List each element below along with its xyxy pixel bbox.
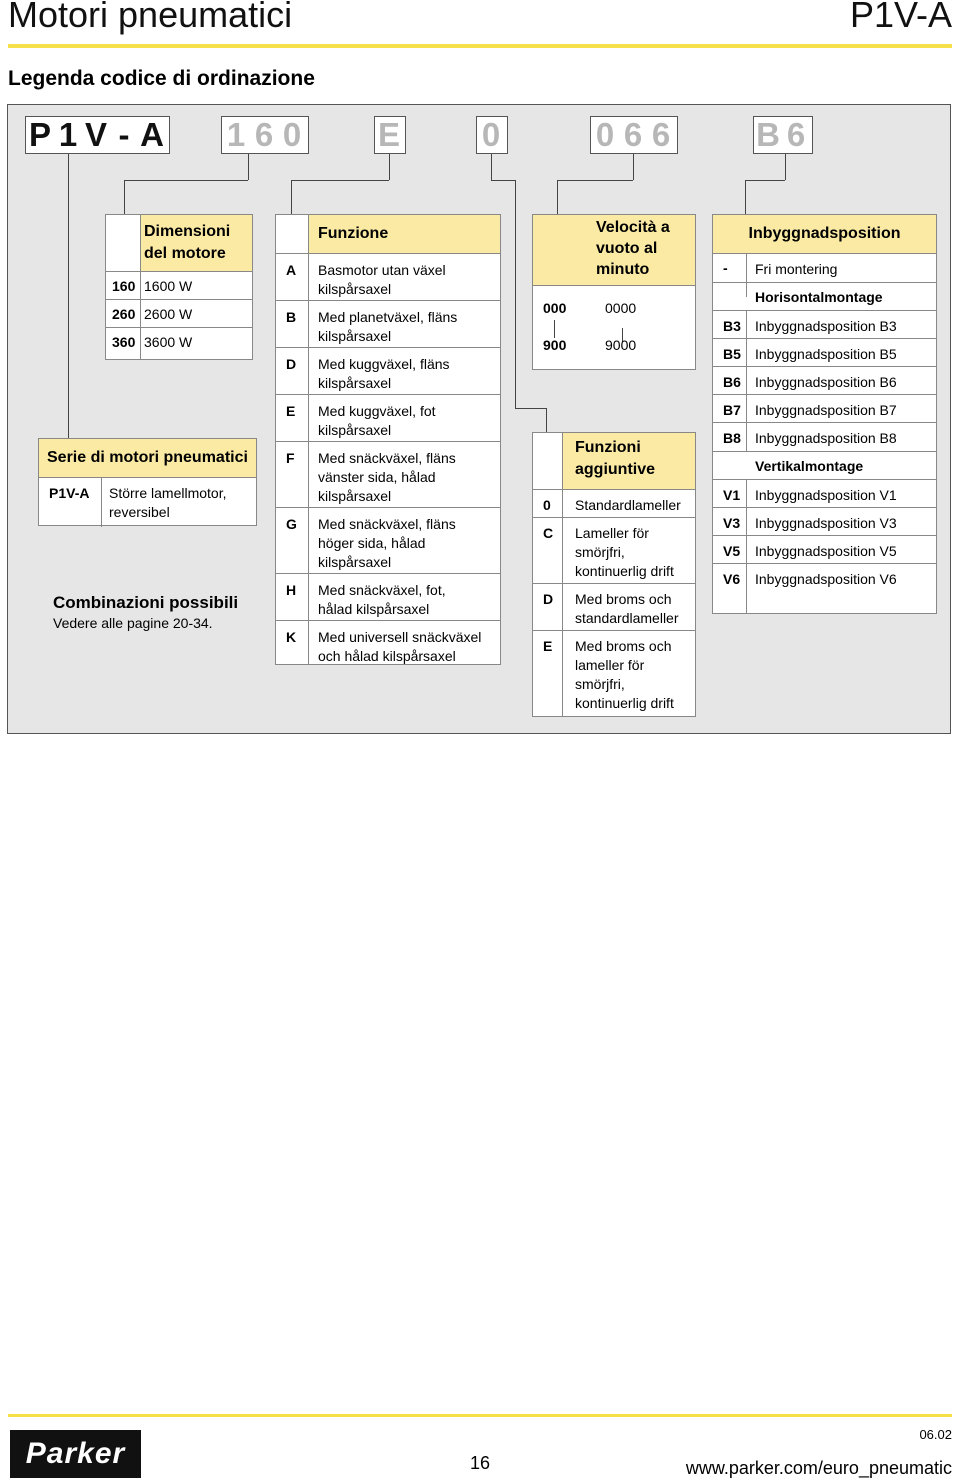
footer-url[interactable]: www.parker.com/euro_pneumatic xyxy=(685,1458,952,1478)
mount-table xyxy=(712,214,937,614)
table-row xyxy=(39,477,256,527)
section-subtitle: Legenda codice di ordinazione xyxy=(8,67,315,90)
table-row xyxy=(713,563,936,615)
connector-line xyxy=(557,180,633,181)
function-header: Funzione xyxy=(318,225,389,242)
connector-line xyxy=(491,180,515,181)
table-row xyxy=(276,620,500,666)
mount-key: - xyxy=(723,260,728,276)
extra-value: Med broms och lameller för smörjfri, kontinuerlig drift xyxy=(575,638,674,711)
extra-key: E xyxy=(543,638,553,654)
mount-value: Inbyggnadsposition V3 xyxy=(755,515,897,531)
function-value: Med snäckväxel, fot, hålad kilspårsaxel xyxy=(318,582,446,617)
code-function-box xyxy=(374,116,406,154)
table-row xyxy=(533,583,695,631)
extra-value: Med broms och standardlameller xyxy=(575,591,679,626)
mount-value: Inbyggnadsposition B6 xyxy=(755,374,897,390)
connector-line xyxy=(557,180,558,215)
speed-header: Velocità a vuoto al minuto xyxy=(596,219,670,278)
function-value: Basmotor utan växel kilspårsaxel xyxy=(318,262,446,297)
speed-range-row xyxy=(533,285,695,371)
code-char: 6 xyxy=(254,116,274,153)
mount-value: Fri montering xyxy=(755,261,838,277)
table-row xyxy=(533,517,695,584)
vertical-subheader xyxy=(713,451,936,480)
function-key: B xyxy=(286,309,297,325)
code-mount-box xyxy=(753,116,813,154)
size-header: Dimensioni del motore xyxy=(144,223,231,262)
vertical-label: Vertikalmontage xyxy=(755,458,864,474)
code-char: - xyxy=(118,116,130,153)
connector-line xyxy=(633,154,634,180)
column-divider xyxy=(101,478,102,527)
mount-value: Inbyggnadsposition B3 xyxy=(755,318,897,334)
table-row xyxy=(533,489,695,518)
extra-header: Funzioni aggiuntive xyxy=(575,439,656,478)
function-key: G xyxy=(286,516,297,532)
mount-key: B3 xyxy=(723,318,741,334)
code-char: 1 xyxy=(226,116,246,153)
table-row xyxy=(713,366,936,395)
parker-logo xyxy=(10,1430,141,1478)
connector-line xyxy=(491,154,492,180)
code-size-box xyxy=(221,116,309,154)
extra-key: 0 xyxy=(543,497,551,513)
code-char: 0 xyxy=(595,116,615,153)
function-key: E xyxy=(286,403,296,419)
table-row xyxy=(106,299,252,328)
combinations-text: Vedere alle pagine 20-34. xyxy=(53,615,213,631)
connector-line xyxy=(124,180,125,215)
mount-value: Inbyggnadsposition B5 xyxy=(755,346,897,362)
connector-line xyxy=(291,180,292,215)
page-title: Motori pneumatici xyxy=(8,0,293,35)
series-value: Större lamellmotor, reversibel xyxy=(109,485,227,520)
page-number: 16 xyxy=(470,1453,491,1473)
code-extra-box xyxy=(476,116,508,154)
logo-text: Parker xyxy=(25,1437,126,1470)
mount-value: Inbyggnadsposition V5 xyxy=(755,543,897,559)
mount-key: V5 xyxy=(723,543,741,559)
mount-key: V3 xyxy=(723,515,741,531)
table-row xyxy=(713,535,936,564)
table-row xyxy=(276,347,500,395)
mount-key: V1 xyxy=(723,487,741,503)
speed-header-row xyxy=(533,215,695,285)
extra-header-row xyxy=(563,433,695,489)
connector-line xyxy=(745,180,746,215)
extra-key: D xyxy=(543,591,554,607)
mount-key: B6 xyxy=(723,374,741,390)
code-char: 0 xyxy=(481,116,501,153)
size-value: 1600 W xyxy=(144,278,193,294)
table-row xyxy=(713,253,936,283)
table-row xyxy=(276,441,500,508)
function-header-row xyxy=(309,215,500,253)
mount-value: Inbyggnadsposition B7 xyxy=(755,402,897,418)
connector-line xyxy=(546,408,547,433)
code-speed-box xyxy=(590,116,678,154)
mount-value: Inbyggnadsposition V6 xyxy=(755,571,897,587)
table-row xyxy=(713,394,936,423)
connector-line xyxy=(515,180,516,408)
mount-key: V6 xyxy=(723,571,741,587)
extra-key: C xyxy=(543,525,554,541)
extra-table xyxy=(532,432,696,717)
function-key: H xyxy=(286,582,297,598)
mount-key: B8 xyxy=(723,430,741,446)
size-key: 160 xyxy=(112,278,136,294)
size-key: 360 xyxy=(112,334,136,350)
combinations-title: Combinazioni possibili xyxy=(53,593,239,612)
series-header-row xyxy=(39,439,256,477)
code-char: 6 xyxy=(651,116,671,153)
code-char: P xyxy=(28,116,51,153)
size-value: 3600 W xyxy=(144,334,193,350)
series-key: P1V-A xyxy=(49,485,90,501)
table-row xyxy=(713,310,936,339)
table-row xyxy=(276,300,500,348)
mount-key: B7 xyxy=(723,402,741,418)
table-row xyxy=(106,327,252,361)
connector-line xyxy=(248,154,249,180)
speed-to-key: 900 xyxy=(543,337,567,353)
footer-date: 06.02 xyxy=(919,1427,952,1442)
size-table xyxy=(105,214,253,360)
mount-value: Inbyggnadsposition V1 xyxy=(755,487,897,503)
function-key: A xyxy=(286,262,297,278)
size-value: 2600 W xyxy=(144,306,193,322)
table-row xyxy=(106,271,252,300)
code-char: E xyxy=(377,116,400,153)
table-row xyxy=(713,507,936,536)
mount-value: Inbyggnadsposition B8 xyxy=(755,430,897,446)
code-char: 6 xyxy=(623,116,643,153)
size-key: 260 xyxy=(112,306,136,322)
code-char: 1 xyxy=(58,116,78,153)
horizontal-label: Horisontalmontage xyxy=(755,289,883,305)
function-value: Med snäckväxel, fläns höger sida, hålad kilspårsaxel xyxy=(318,516,456,570)
function-value: Med snäckväxel, fläns vänster sida, hålad kilspårsaxel xyxy=(318,450,456,504)
code-series-box xyxy=(25,116,170,154)
series-table xyxy=(38,438,257,526)
table-row xyxy=(533,630,695,718)
function-table xyxy=(275,214,501,665)
function-key: D xyxy=(286,356,297,372)
function-key: K xyxy=(286,629,297,645)
series-header: Serie di motori pneumatici xyxy=(47,449,248,466)
mount-key: B5 xyxy=(723,346,741,362)
code-char: B xyxy=(756,116,780,153)
function-value: Med universell snäckväxel och hålad kilspårsaxel xyxy=(318,629,482,664)
code-char: 6 xyxy=(786,116,806,153)
table-row xyxy=(276,573,500,621)
function-value: Med planetväxel, fläns kilspårsaxel xyxy=(318,309,458,344)
mount-header-row xyxy=(713,215,936,253)
code-char: A xyxy=(140,116,164,153)
speed-from-key: 000 xyxy=(543,300,567,316)
connector-line xyxy=(124,180,248,181)
table-row xyxy=(276,507,500,574)
function-key: F xyxy=(286,450,295,466)
header-divider xyxy=(8,44,952,48)
extra-value: Standardlameller xyxy=(575,497,681,513)
table-row xyxy=(713,338,936,367)
speed-table xyxy=(532,214,696,370)
footer-divider xyxy=(8,1414,952,1417)
table-row xyxy=(713,422,936,452)
size-header-row xyxy=(141,215,252,271)
table-row xyxy=(276,394,500,442)
horizontal-subheader xyxy=(713,282,936,311)
code-char: 0 xyxy=(282,116,302,153)
range-line xyxy=(554,320,555,338)
function-value: Med kuggväxel, fot kilspårsaxel xyxy=(318,403,436,438)
function-value: Med kuggväxel, fläns kilspårsaxel xyxy=(318,356,450,391)
connector-line xyxy=(68,154,69,438)
connector-line xyxy=(389,154,390,180)
connector-line xyxy=(515,408,546,409)
speed-to-value: 9000 xyxy=(605,337,637,353)
table-row xyxy=(276,253,500,301)
connector-line xyxy=(785,154,786,180)
speed-from-value: 0000 xyxy=(605,300,637,316)
product-code: P1V-A xyxy=(849,0,952,35)
mount-header: Inbyggnadsposition xyxy=(748,225,901,242)
code-char: V xyxy=(84,116,107,153)
table-row xyxy=(713,479,936,508)
connector-line xyxy=(745,180,785,181)
extra-value: Lameller för smörjfri, kontinuerlig drift xyxy=(575,525,674,579)
connector-line xyxy=(291,180,389,181)
